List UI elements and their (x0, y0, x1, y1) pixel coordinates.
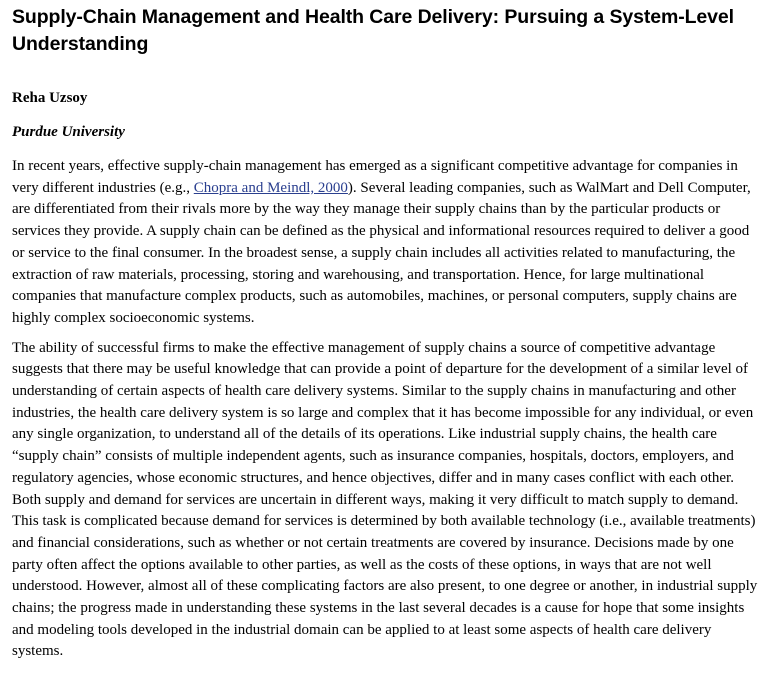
article-title: Supply-Chain Management and Health Care Delivery: Pursuing a System-Level Understanding (12, 6, 734, 55)
citation-link[interactable]: Chopra and Meindl, 2000 (193, 179, 348, 196)
author-name: Reha Uzsoy (12, 90, 88, 106)
article (0, 4, 776, 663)
author-affiliation: Purdue University (12, 124, 125, 140)
paragraph-2: The ability of successful firms to make the effective management of supply chains a source of competitive advantage suggests that there may be useful knowledge that can provide a point of departure for the development of a similar level of understanding of certain aspects of health care delivery systems. Similar to the supply chains in manufacturing and other industries, the health care delivery system is so large and complex that it has become impossible for any individual, or even any single organization, to understand all of the details of its operations. Like industrial supply chains, the health care “supply chain” consists of multiple independent agents, such as insurance companies, hospitals, doctors, employers, and regulatory agencies, whose economic structures, and hence objectives, differ and in many cases conflict with each other. Both supply and demand for services are uncertain in different ways, making it very difficult to match supply to demand. This task is complicated because demand for services is determined by both available technology (i.e., available treatments) and financial considerations, such as whether or not certain treatments are covered by insurance. Decisions made by one party often affect the options available to other parties, as well as the costs of these options, in ways that are not well understood. However, almost all of these complicating factors are also present, to one degree or another, in industrial supply chains; the progress made in understanding these systems in the last several decades is a cause for hope that some insights and modeling tools developed in the industrial domain can be applied to at least some aspects of health care delivery systems. (12, 339, 758, 660)
paragraph-1 (12, 156, 764, 330)
paragraph-1-text-end: ). Several leading companies, such as WalMart and Dell Computer, are differentiated from their rivals more by the way they manage their supply chains than by the particular products or services they provide. A supply chain can be defined as the physical and informational resources required to deliver a good or service to the final consumer. In the broadest sense, a supply chain includes all activities related to manufacturing, the extraction of raw materials, processing, storing and warehousing, and transportation. Hence, for large multinational companies that manufacture complex products, such as automobiles, machines, or personal computers, supply chains are highly complex socioeconomic systems. (12, 179, 751, 326)
paragraph-1-text-start: In recent years, effective supply-chain management has emerged as a significant competitive advantage for companies in very different industries (e.g., (12, 158, 738, 196)
